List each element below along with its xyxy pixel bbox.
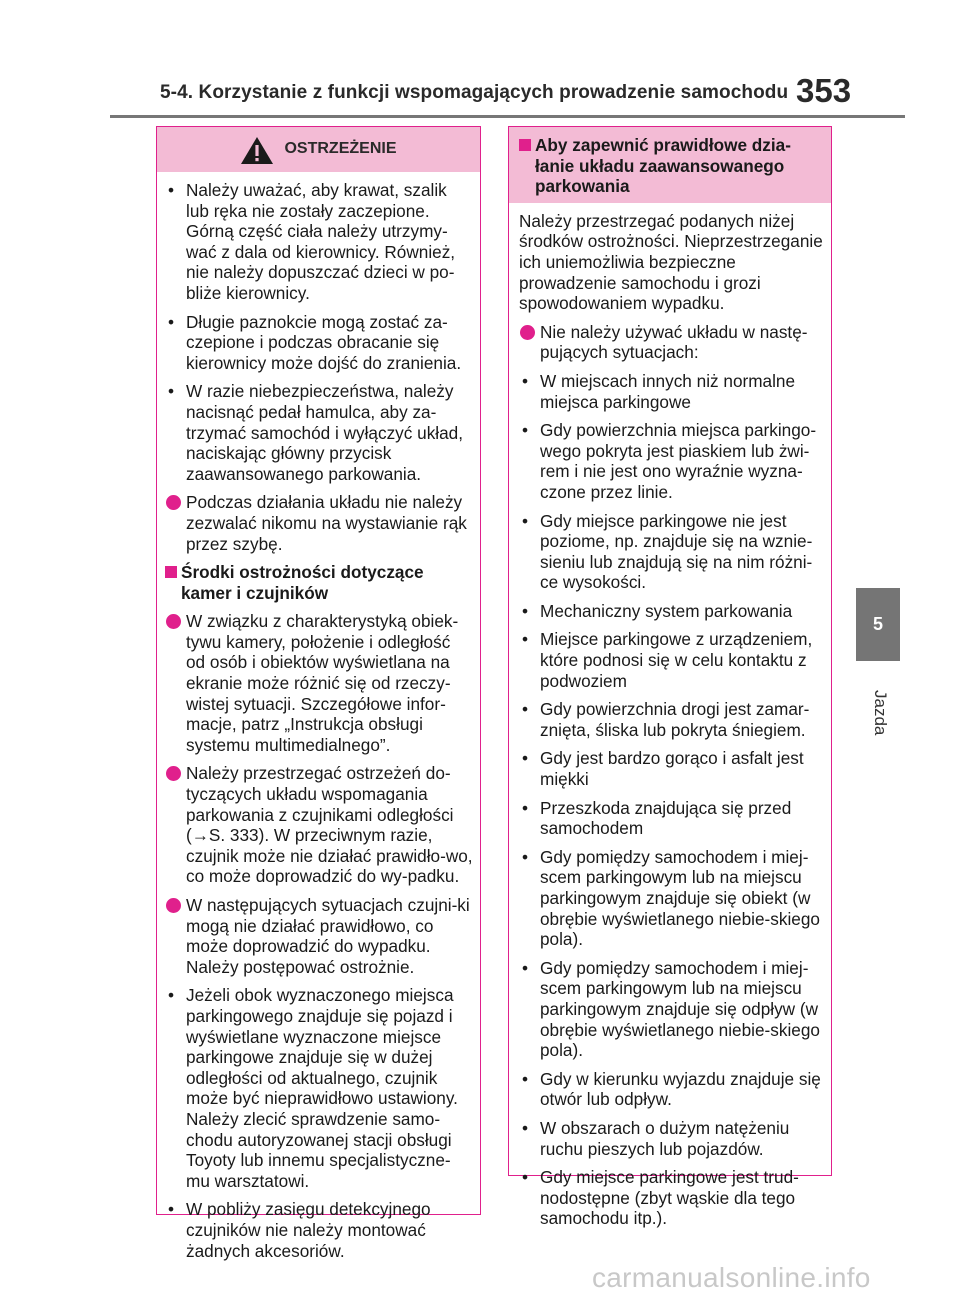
circle-item: Podczas działania układu nie należy zezwalać nikomu na wystawianie rąk przez szybę. [165,492,474,554]
circle-item: Nie należy używać układu w nastę-pujących sytuacjach: [519,322,825,363]
list-item: • W obszarach o dużym natężeniu ruchu pieszych lub pojazdów. [522,1117,790,1159]
list-item: • Gdy pomiędzy samochodem i miej-scem parkingowym lub na miejscu parkingowym znajduje się obiekt (w obrębie wyświetlanego niebie-skiego pola). [522,846,820,950]
list-item: • Należy uważać, aby krawat, szalik lub ręka nie zostały zaczepione. Górną część ciała należy utrzymy-wać z dala od kierownicy. Również, nie należy dopuszczać dzieci w po-bliże kierownicy. [168,180,456,303]
list-item: • Długie paznokcie mogą zostać za-czepione i podczas obracanie się kierownicy może dojść do zranienia. [168,311,462,373]
list-item: • Mechaniczny system parkowania [522,600,793,621]
list-item: • Gdy powierzchnia miejsca parkingo-wego pokryta jest piaskiem lub żwi-rem i nie jest ono wyraźnie wyzna-czone przez linie. [522,420,817,502]
info-body [509,127,831,1229]
list-item: • W razie niebezpieczeństwa, należy nacisnąć pedał hamulca, aby za-trzymać samochód i wyłączyć układ, naciskając główny przycisk zaawansowanego parkowania. [168,381,463,484]
chapter-tab[interactable]: 5 [856,588,900,661]
warning-title: OSTRZEŻENIE [284,140,397,158]
circle-bullet-icon [166,495,181,510]
circle-item: W związku z charakterystyką obiek-tywu kamery, położenie i odległość od osób i obiektów wyświetlana na ekranie może różnić się od rzeczy-wistej sytuacji. Szczegółowe infor-macje, patrz „Instrukcja obsługi systemu multimedialnego”. [165,611,474,755]
list-item: • Gdy miejsce parkingowe jest trud-nodostępne (zbyt wąskie dla tego samochodu itp.). [522,1167,799,1229]
info-box [508,126,832,1229]
list-item: • W miejscach innych niż normalne miejsca parkingowe [522,370,796,412]
chapter-title: 5-4. Korzystanie z funkcji wspomagających prowadzenie samochodu [160,82,789,103]
square-bullet-icon [165,566,177,578]
chapter-tab-label: Jazda [871,690,890,736]
warning-triangle-icon [240,135,274,165]
circle-item: Należy przestrzegać ostrzeżeń do-tyczących układu wspomagania parkowania z czujnikami odległości (→S. 333). W przeciwnym razie, czujnik może nie działać prawidło-wo, co może doprowadzić do wy-padku. [165,763,474,887]
list-item: • Jeżeli obok wyznaczonego miejsca parkingowego znajduje się pojazd i wyświetlane wyznaczone miejsce parkingowe znajduje się w dużej odległości od aktualnego, czujnik może być nieprawidłowo ustawiony. Należy zlecić sprawdzenie samo-chodu autoryzowanej stacji obsługi Toyoty lub innemu specjalistyczne-mu warsztatowi. [168,985,458,1191]
warning-header [157,127,480,172]
list-item: • Gdy powierzchnia drogi jest zamar-znięta, śliska lub pokryta śniegiem. [522,699,810,740]
warning-box [156,126,481,1261]
warning-body [157,172,480,1261]
circle-bullet-icon [166,766,181,781]
watermark: carmanualsonline.info [592,1262,871,1293]
circle-bullet-icon [520,325,535,340]
circle-item: W następujących sytuacjach czujni-ki mogą nie działać prawidłowo, co może doprowadzić do wypadku. Należy postępować ostrożnie. [165,895,474,977]
list-item: • Przeszkoda znajdująca się przed samochodem [522,797,792,839]
square-bullet-icon [519,139,531,151]
page-header [0,0,960,120]
list-item: • Gdy pomiędzy samochodem i miej-scem parkingowym lub na miejscu parkingowym znajduje się odpływ (w obrębie wyświetlanego niebie-skiego pola). [522,957,820,1061]
info-intro: Należy przestrzegać podanych niżej środków ostrożności. Nieprzestrzeganie ich uniemożliwia bezpieczne prowadzenie samochodu i grozi spowodowaniem wypadku. [519,210,823,314]
list-item: • W pobliży zasięgu detekcyjnego czujników nie należy montować żadnych akcesoriów. [168,1199,431,1261]
section-heading: Aby zapewnić prawidłowe dzia-łanie układu zaawansowanego parkowania [509,127,831,203]
section-heading: Środki ostrożności dotyczące kamer i czujników [165,562,474,603]
list-item: • Gdy miejsce parkingowe nie jest poziome, np. znajduje się na wznie-sieniu lub znajdują się na nim różni-ce wysokości. [522,510,813,593]
circle-bullet-icon [166,614,181,629]
list-item: • Miejsce parkingowe z urządzeniem, które podnosi się w celu kontaktu z podwoziem [522,629,813,691]
list-item: • Gdy w kierunku wyjazdu znajduje się otwór lub odpływ. [522,1068,821,1110]
list-item: • Gdy jest bardzo gorąco i asfalt jest miękki [522,748,804,790]
header-divider [110,115,905,118]
circle-bullet-icon [166,898,181,913]
page-number: 353 [796,72,852,109]
